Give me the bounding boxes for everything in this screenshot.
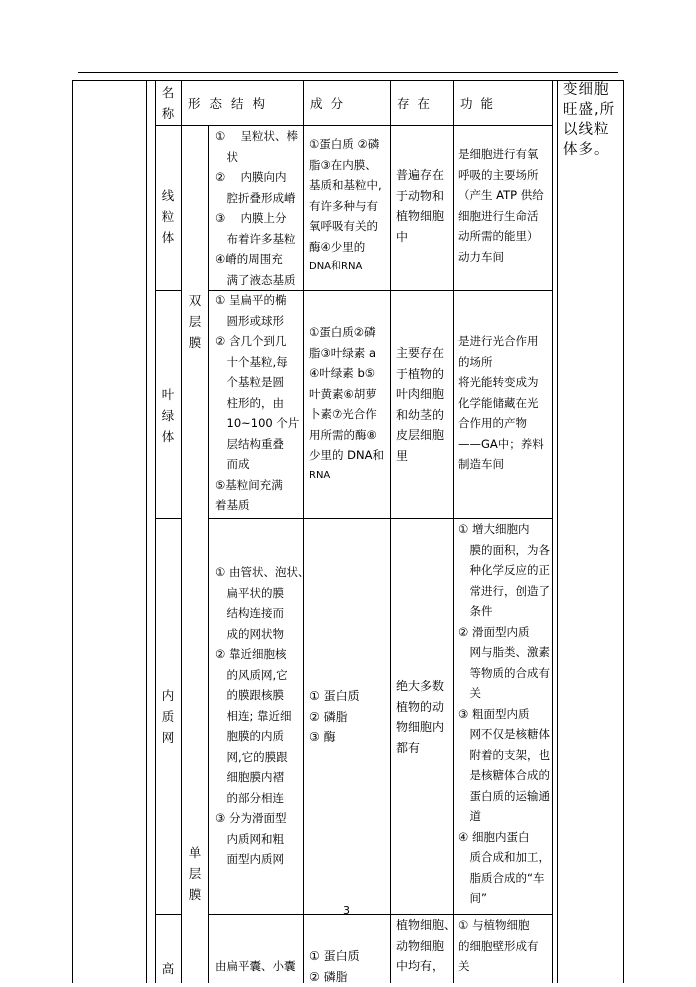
header-existence: 存 在 bbox=[397, 94, 432, 112]
text-line: 用所需的酶⑧ bbox=[309, 425, 384, 446]
text-line: 而成 bbox=[215, 454, 299, 475]
membrane-char: 双 bbox=[187, 290, 203, 311]
header-composition: 成 分 bbox=[310, 94, 345, 112]
text-line: 和幼茎的 bbox=[396, 405, 444, 426]
row-er-composition bbox=[309, 686, 360, 748]
name-char: 体 bbox=[160, 426, 176, 447]
row-mitochondria-composition bbox=[309, 134, 382, 278]
text-line: ② 磷脂 bbox=[309, 967, 360, 987]
header-name-char: 名 bbox=[160, 82, 176, 103]
text-line: 卜素⑦光合作 bbox=[309, 404, 384, 425]
membrane-char: 层 bbox=[187, 311, 203, 332]
text-line: 腔折叠形成嵴 bbox=[215, 188, 298, 209]
text-line: 动物细胞 bbox=[396, 936, 456, 957]
text-line: 物细胞内 bbox=[396, 717, 444, 738]
header-rule bbox=[78, 72, 618, 73]
name-char: 粒 bbox=[160, 206, 176, 227]
membrane-char: 膜 bbox=[187, 332, 203, 353]
text-line: ① 由管状、泡状、 bbox=[215, 562, 309, 583]
text-line: ③ 酶 bbox=[309, 727, 360, 748]
table-border-left bbox=[72, 80, 73, 983]
text-line: 网,它的膜跟 bbox=[215, 747, 309, 768]
row-golgi-existence bbox=[396, 915, 456, 977]
text-line: 面型内质网 bbox=[215, 849, 309, 870]
text-line: 于动物和 bbox=[396, 186, 444, 207]
name-char: 体 bbox=[160, 227, 176, 248]
side-note-line: 体多。 bbox=[563, 140, 623, 160]
table-border bbox=[146, 80, 147, 983]
name-char: 内 bbox=[160, 685, 176, 706]
row-divider bbox=[155, 914, 181, 915]
membrane-single-label bbox=[187, 842, 203, 905]
header-shape: 形态结构 bbox=[188, 94, 274, 112]
row-golgi-shape bbox=[215, 956, 296, 977]
text-line: ② 靠近细胞核 bbox=[215, 644, 309, 665]
text-line: 将光能转变成为 bbox=[458, 372, 544, 393]
row-chloroplast-existence bbox=[396, 343, 444, 466]
name-char: 网 bbox=[160, 727, 176, 748]
text-line: 关 bbox=[458, 683, 550, 704]
side-note-line: 以线粒 bbox=[563, 120, 623, 140]
text-line: ① 呈扁平的椭 bbox=[215, 290, 299, 311]
text-line: 间” bbox=[458, 888, 550, 909]
text-line: 关 bbox=[458, 956, 539, 977]
row-mitochondria-existence bbox=[396, 165, 444, 247]
membrane-char: 膜 bbox=[187, 884, 203, 905]
text-line: 种化学反应的正 bbox=[458, 560, 550, 581]
row-er-shape bbox=[215, 562, 309, 870]
text-line: 脂③在内膜、 bbox=[309, 155, 382, 176]
side-note-line: 变细胞 bbox=[563, 80, 623, 100]
text-line: 附着的支架，也 bbox=[458, 745, 550, 766]
text-line: 常进行，创造了 bbox=[458, 581, 550, 602]
text-line: 中均有， bbox=[396, 956, 456, 977]
text-line: ③ 粗面型内质 bbox=[458, 704, 550, 725]
text-line: 酶④少里的 bbox=[309, 237, 382, 258]
row-chloroplast-function bbox=[458, 331, 544, 475]
text-line: 道 bbox=[458, 806, 550, 827]
text-line: ① 与植物细胞 bbox=[458, 915, 539, 936]
text-line: 蛋白质的运输通 bbox=[458, 786, 550, 807]
text-line: 脂质合成的“车 bbox=[458, 868, 550, 889]
text-line: 主要存在 bbox=[396, 343, 444, 364]
text-line: 叶肉细胞 bbox=[396, 384, 444, 405]
row-chloroplast-shape bbox=[215, 290, 299, 516]
text-line: 是细胞进行有氧 bbox=[458, 144, 544, 165]
text-line: 基质和基粒中, bbox=[309, 175, 382, 196]
text-line: 植物的动 bbox=[396, 697, 444, 718]
table-border bbox=[155, 80, 156, 983]
text-line: 等物质的合成有 bbox=[458, 663, 550, 684]
text-line: ④叶绿素 b⑤ bbox=[309, 363, 384, 384]
text-line: 合作用的产物 bbox=[458, 413, 544, 434]
text-line: 动所需的能里） bbox=[458, 226, 544, 247]
text-line: 于植物的 bbox=[396, 364, 444, 385]
row-divider bbox=[155, 518, 181, 519]
text-line: DNA和RNA bbox=[309, 257, 382, 278]
text-line: ④嵴的周围充 bbox=[215, 249, 298, 270]
text-line: ——GA中；养料 bbox=[458, 434, 544, 455]
header-function: 功 能 bbox=[460, 94, 495, 112]
table-border bbox=[453, 80, 454, 983]
text-line: 有许多种与有 bbox=[309, 196, 382, 217]
text-line: 膜的面积，为各 bbox=[458, 540, 550, 561]
text-line: 呼吸的主要场所 bbox=[458, 165, 544, 186]
text-line: 状 bbox=[215, 147, 298, 168]
text-line: 的部分相连 bbox=[215, 788, 309, 809]
text-line: ① 呈粒状、棒 bbox=[215, 126, 298, 147]
text-line: ④ 细胞内蛋白 bbox=[458, 827, 550, 848]
row-chloroplast-composition bbox=[309, 322, 384, 486]
text-line: 普遍存在 bbox=[396, 165, 444, 186]
text-line: ③ 内膜上分 bbox=[215, 208, 298, 229]
row-mitochondria-name bbox=[160, 185, 176, 248]
text-line: 胞膜的内质 bbox=[215, 726, 309, 747]
text-line: 皮层细胞 bbox=[396, 425, 444, 446]
text-line: 里 bbox=[396, 446, 444, 467]
header-name-char: 称 bbox=[160, 103, 176, 124]
side-note bbox=[563, 80, 623, 160]
text-line: 圆形或球形 bbox=[215, 311, 299, 332]
table-border bbox=[181, 80, 182, 983]
text-line: 扁平状的膜 bbox=[215, 583, 309, 604]
text-line: 满了液态基质 bbox=[215, 270, 298, 291]
text-line: 叶黄素⑥胡萝 bbox=[309, 384, 384, 405]
text-line: 由扁平囊、小囊 bbox=[215, 956, 296, 977]
text-line: 中 bbox=[396, 227, 444, 248]
table-border bbox=[557, 80, 558, 983]
text-line: ③ 分为滑面型 bbox=[215, 808, 309, 829]
text-line: 脂③叶绿素 a bbox=[309, 343, 384, 364]
row-chloroplast-name bbox=[160, 384, 176, 447]
text-line: 制造车间 bbox=[458, 454, 544, 475]
text-line: ② 磷脂 bbox=[309, 707, 360, 728]
table-border-top bbox=[72, 80, 624, 81]
row-golgi-function bbox=[458, 915, 539, 977]
text-line: 个基粒是圆 bbox=[215, 372, 299, 393]
text-line: ② 含几个到几 bbox=[215, 331, 299, 352]
row-mitochondria-shape bbox=[215, 126, 298, 290]
text-line: （产生 ATP 供给 bbox=[458, 185, 544, 206]
text-line: 层结构重叠 bbox=[215, 434, 299, 455]
table-border bbox=[208, 125, 209, 983]
name-char: 质 bbox=[160, 706, 176, 727]
text-line: 绝大多数 bbox=[396, 676, 444, 697]
text-line: 都有 bbox=[396, 738, 444, 759]
text-line: 的膜跟核膜 bbox=[215, 685, 309, 706]
text-line: 柱形的，由 bbox=[215, 393, 299, 414]
text-line: ① 蛋白质 bbox=[309, 686, 360, 707]
text-line: 的风质网,它 bbox=[215, 665, 309, 686]
name-char: 线 bbox=[160, 185, 176, 206]
text-line: 植物细胞 bbox=[396, 206, 444, 227]
side-note-line: 旺盛,所 bbox=[563, 100, 623, 120]
text-line: 布着许多基粒 bbox=[215, 229, 298, 250]
table-border bbox=[390, 80, 391, 983]
text-line: ① 增大细胞内 bbox=[458, 519, 550, 540]
row-mitochondria-function bbox=[458, 144, 544, 267]
text-line: 着基质 bbox=[215, 495, 299, 516]
name-char: 绿 bbox=[160, 405, 176, 426]
text-line: ①蛋白质②磷 bbox=[309, 322, 384, 343]
name-char: 高 bbox=[160, 958, 176, 979]
membrane-char: 单 bbox=[187, 842, 203, 863]
text-line: 是进行光合作用 bbox=[458, 331, 544, 352]
row-er-name bbox=[160, 685, 176, 748]
header-name bbox=[160, 82, 176, 124]
text-line: 内质网和粗 bbox=[215, 829, 309, 850]
table-border-right bbox=[623, 80, 624, 983]
text-line: 网与脂类、激素 bbox=[458, 642, 550, 663]
text-line: 成的网状物 bbox=[215, 624, 309, 645]
page-number: 3 bbox=[343, 904, 350, 917]
row-divider bbox=[155, 290, 181, 291]
row-er-function bbox=[458, 519, 550, 909]
text-line: 相连; 靠近细 bbox=[215, 706, 309, 727]
name-char: 叶 bbox=[160, 384, 176, 405]
membrane-char: 层 bbox=[187, 863, 203, 884]
text-line: 是核糖体合成的 bbox=[458, 765, 550, 786]
text-line: 动力车间 bbox=[458, 247, 544, 268]
text-line: 植物细胞、 bbox=[396, 915, 456, 936]
text-line: 少里的 DNA和 bbox=[309, 445, 384, 466]
text-line: 质合成和加工， bbox=[458, 847, 550, 868]
text-line: ② 内膜向内 bbox=[215, 167, 298, 188]
row-golgi-name bbox=[160, 958, 176, 979]
text-line: RNA bbox=[309, 466, 384, 487]
membrane-double-label bbox=[187, 290, 203, 353]
text-line: 细胞膜内褶 bbox=[215, 767, 309, 788]
text-line: 条件 bbox=[458, 601, 550, 622]
text-line: 的场所 bbox=[458, 352, 544, 373]
text-line: 化学能储藏在光 bbox=[458, 393, 544, 414]
row-golgi-composition bbox=[309, 946, 360, 987]
text-line: 网不仅是核糖体 bbox=[458, 724, 550, 745]
text-line: ①蛋白质 ②磷 bbox=[309, 134, 382, 155]
text-line: 氧呼吸有关的 bbox=[309, 216, 382, 237]
text-line: 细胞进行生命活 bbox=[458, 206, 544, 227]
table-border bbox=[552, 80, 553, 983]
text-line: 十个基粒,每 bbox=[215, 352, 299, 373]
text-line: ① 蛋白质 bbox=[309, 946, 360, 967]
text-line: 结构连接而 bbox=[215, 603, 309, 624]
text-line: ② 滑面型内质 bbox=[458, 622, 550, 643]
row-er-existence bbox=[396, 676, 444, 758]
text-line: 的细胞壁形成有 bbox=[458, 936, 539, 957]
text-line: 10~100 个片 bbox=[215, 413, 299, 434]
text-line: ⑤基粒间充满 bbox=[215, 475, 299, 496]
